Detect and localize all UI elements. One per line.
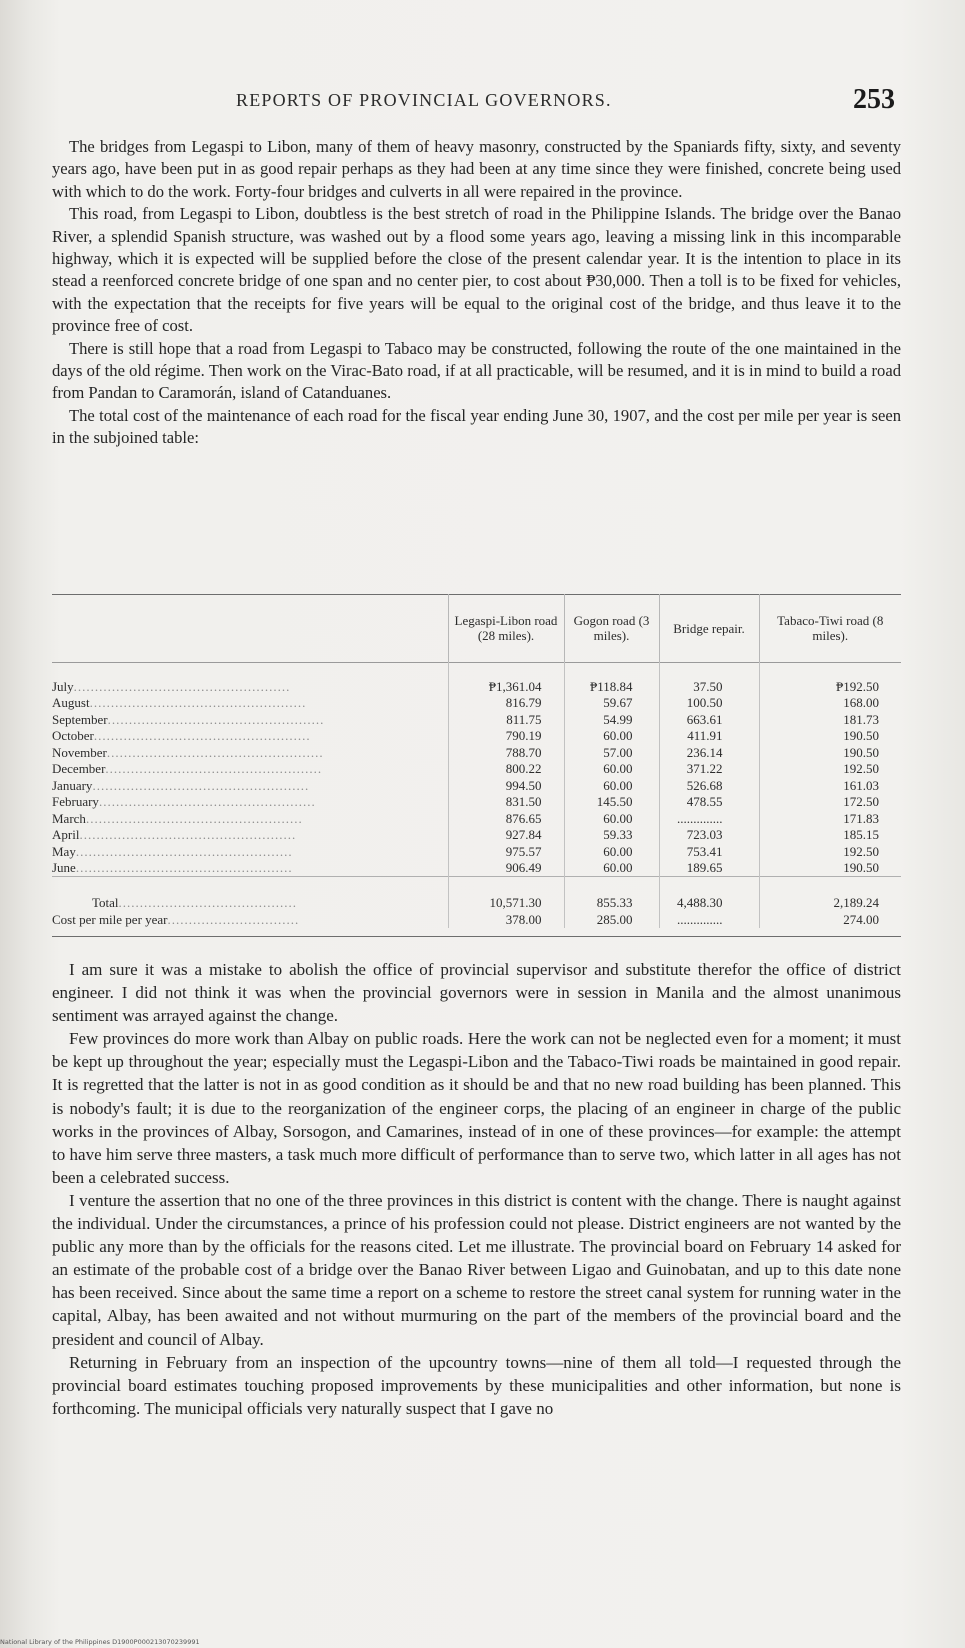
cell-legaspi-libon: 906.49: [448, 860, 564, 877]
cell-legaspi-libon: 378.00: [448, 912, 564, 929]
month-label: November: [52, 744, 107, 760]
column-header: Bridge repair.: [659, 594, 759, 662]
closing-text: [52, 958, 901, 1420]
row-label: June...................................................: [52, 860, 293, 875]
month-label: June: [52, 860, 76, 875]
cell-bridge-repair: 723.03: [659, 827, 759, 844]
cell-gogon: 285.00: [564, 912, 659, 929]
row-label: October...................................................: [52, 728, 311, 743]
cell-legaspi-libon: 831.50: [448, 794, 564, 811]
cell-bridge-repair: ..............: [659, 912, 759, 929]
cell-tabaco-tiwi: 2,189.24: [759, 893, 901, 912]
cell-gogon: 60.00: [564, 860, 659, 877]
cell-bridge-repair: 100.50: [659, 695, 759, 712]
month-label: April: [52, 827, 80, 842]
paragraph-assertion: I venture the assertion that no one of the three provinces in this district is content with the change. There is naught against the individual. Under the circumstances, a prince of his profession could not please. District engineers are not wanted by the public any more than by the officials for the reasons cited. Let me illustrate. The provincial board on February 14 asked for an estimate of the probable cost of a bridge over the Banao River between Ligao and Guinobatan, and up to this date none has been received. Since about the same time a report on a scheme to restore the street canal system for running water in the capital, Albay, has been awaited and not without murmuring on the part of the members of the provincial board and the president and council of Albay.: [52, 1190, 901, 1349]
maintenance-cost-table: [52, 594, 901, 938]
cell-tabaco-tiwi: 190.50: [759, 860, 901, 877]
cell-gogon: 59.33: [564, 827, 659, 844]
cell-legaspi-libon: 10,571.30: [448, 893, 564, 912]
running-title: REPORTS OF PROVINCIAL GOVERNORS.: [236, 90, 612, 110]
row-label: December...................................................: [52, 761, 323, 776]
cell-legaspi-libon: ₱1,361.04: [448, 679, 564, 696]
paragraph-bridges: The bridges from Legaspi to Libon, many of them of heavy masonry, constructed by the Spaniards fifty, sixty, and seventy years ago, have been put in as good repair perhaps as they had been at any time since they were finished, concrete being used with which to do the work. Forty-four bridges and culverts in all were repaired in the province.: [52, 137, 901, 201]
cell-bridge-repair: ..............: [659, 811, 759, 828]
row-label: July...................................................: [52, 678, 291, 694]
row-label: Total..........................................: [52, 893, 448, 912]
table-row: [52, 745, 901, 762]
cell-gogon: 855.33: [564, 893, 659, 912]
table-row: [52, 844, 901, 861]
intro-text: [52, 136, 901, 450]
column-header: Legaspi-Libon road (28 miles).: [448, 594, 564, 662]
month-label: September: [52, 711, 108, 727]
month-label: February: [52, 794, 99, 809]
row-label: November...................................................: [52, 744, 324, 760]
cell-tabaco-tiwi: 192.50: [759, 844, 901, 861]
cell-tabaco-tiwi: 161.03: [759, 778, 901, 795]
table-row: [52, 827, 901, 844]
cell-gogon: 60.00: [564, 844, 659, 861]
table-row: [52, 778, 901, 795]
cell-tabaco-tiwi: 185.15: [759, 827, 901, 844]
row-label: April...................................................: [52, 827, 297, 842]
cell-bridge-repair: 189.65: [659, 860, 759, 877]
month-label: May: [52, 843, 76, 859]
cell-legaspi-libon: 800.22: [448, 761, 564, 778]
cell-bridge-repair: 526.68: [659, 778, 759, 795]
table-row: [52, 695, 901, 712]
total-label: Total: [92, 895, 119, 910]
cell-tabaco-tiwi: ₱192.50: [759, 679, 901, 696]
cell-gogon: 60.00: [564, 778, 659, 795]
page-header: [0, 86, 965, 116]
cell-legaspi-libon: 816.79: [448, 695, 564, 712]
cell-gogon: 145.50: [564, 794, 659, 811]
table-row: [52, 728, 901, 745]
paragraph-returning: Returning in February from an inspection of the upcountry towns—nine of them all told—I requested through the provincial board estimates touching proposed improvements by these municipalities and other information, but none is forthcoming. The municipal officials very naturally suspect that I gave no: [52, 1352, 901, 1418]
month-label: January: [52, 777, 93, 793]
table-row: [52, 712, 901, 729]
cell-legaspi-libon: 790.19: [448, 728, 564, 745]
table-header-row: [52, 594, 901, 662]
table-row: [52, 761, 901, 778]
month-label: October: [52, 728, 94, 743]
cell-gogon: 60.00: [564, 761, 659, 778]
cell-bridge-repair: 371.22: [659, 761, 759, 778]
header-blank-cell: [52, 594, 448, 662]
table-spacer-row: [52, 877, 901, 894]
table-bottom-rule: [52, 936, 901, 937]
scan-credit: National Library of the Philippines D1900P000213070239991: [0, 1638, 200, 1646]
paragraph-legaspi-libon-road: This road, from Legaspi to Libon, doubtless is the best stretch of road in the Philippine Islands. The bridge over the Banao River, a splendid Spanish structure, was washed out by a flood some years ago, leaving a missing link in this incomparable highway, which it is expected will be supplied before the close of the present calendar year. It is the intention to place in its stead a reenforced concrete bridge of one span and no center pier, to cost about ₱30,000. Then a toll is to be fixed for vehicles, with the expectation that the receipts for five years will be equal to the original cost of the bridge, and thus leave it to the province free of cost.: [52, 204, 901, 336]
row-label: Cost per mile per year...............................: [52, 911, 300, 927]
cell-legaspi-libon: 876.65: [448, 811, 564, 828]
table-spacer-row: [52, 662, 901, 679]
table-row: [52, 811, 901, 828]
table-row: [52, 679, 901, 696]
table-cost-per-mile-row: [52, 912, 901, 929]
cell-bridge-repair: 663.61: [659, 712, 759, 729]
column-header: Tabaco-Tiwi road (8 miles).: [759, 594, 901, 662]
row-label: September...................................................: [52, 711, 325, 727]
cell-tabaco-tiwi: 190.50: [759, 745, 901, 762]
paragraph-table-intro: The total cost of the maintenance of each road for the fiscal year ending June 30, 1907, and the cost per mile per year is seen in the subjoined table:: [52, 405, 901, 448]
cell-bridge-repair: 478.55: [659, 794, 759, 811]
paragraph-legaspi-tabaco-road: There is still hope that a road from Legaspi to Tabaco may be constructed, following the route of the one maintained in the days of the old régime. Then work on the Virac-Bato road, if at all practicable, will be resumed, and it is in mind to build a road from Pandan to Caramorán, island of Catanduanes.: [52, 338, 901, 403]
row-label: February...................................................: [52, 794, 316, 809]
cell-legaspi-libon: 994.50: [448, 778, 564, 795]
cell-bridge-repair: 236.14: [659, 745, 759, 762]
month-label: August: [52, 695, 90, 710]
month-label: December: [52, 761, 106, 776]
cell-bridge-repair: 37.50: [659, 679, 759, 696]
cell-tabaco-tiwi: 172.50: [759, 794, 901, 811]
table-row: [52, 794, 901, 811]
cell-legaspi-libon: 811.75: [448, 712, 564, 729]
maintenance-table: [52, 594, 901, 928]
cell-gogon: 59.67: [564, 695, 659, 712]
cell-gogon: ₱118.84: [564, 679, 659, 696]
cell-tabaco-tiwi: 190.50: [759, 728, 901, 745]
column-header: Gogon road (3 miles).: [564, 594, 659, 662]
cell-bridge-repair: 4,488.30: [659, 893, 759, 912]
table-row: [52, 860, 901, 877]
cell-tabaco-tiwi: 181.73: [759, 712, 901, 729]
row-label: March...................................................: [52, 810, 303, 826]
row-label: January...................................................: [52, 777, 310, 793]
cell-gogon: 60.00: [564, 728, 659, 745]
row-label: May...................................................: [52, 843, 293, 859]
cell-tabaco-tiwi: 171.83: [759, 811, 901, 828]
cell-tabaco-tiwi: 274.00: [759, 912, 901, 929]
cell-legaspi-libon: 927.84: [448, 827, 564, 844]
table-total-row: [52, 893, 901, 912]
cell-gogon: 57.00: [564, 745, 659, 762]
cell-legaspi-libon: 975.57: [448, 844, 564, 861]
month-label: July: [52, 678, 74, 694]
cell-gogon: 60.00: [564, 811, 659, 828]
paragraph-public-roads: Few provinces do more work than Albay on public roads. Here the work can not be neglected even for a moment; it must be kept up throughout the year; especially must the Legaspi-Libon and the Tabaco-Tiwi roads be maintained in good repair. It is regretted that the latter is not in as good condition as it should be and that no new road building has been planned. This is nobody's fault; it is due to the reorganization of the engineer corps, the placing of an engineer in charge of the public works in the provinces of Albay, Sorsogon, and Camarines, instead of in one of these provinces—for example: the attempt to have him serve three masters, a task much more difficult of performance than to serve two, which latter in all ages has not been a celebrated success.: [52, 1029, 901, 1187]
cell-tabaco-tiwi: 192.50: [759, 761, 901, 778]
paragraph-district-engineer: I am sure it was a mistake to abolish the office of provincial supervisor and substitute therefor the office of district engineer. I did not think it was when the provincial governors were in session in Manila and the almost unanimous sentiment was arrayed against the change.: [52, 960, 901, 1026]
cell-legaspi-libon: 788.70: [448, 745, 564, 762]
page-number: 253: [853, 84, 895, 115]
cost-per-mile-label: Cost per mile per year: [52, 911, 168, 927]
month-label: March: [52, 810, 86, 826]
row-label: August...................................................: [52, 695, 307, 710]
cell-tabaco-tiwi: 168.00: [759, 695, 901, 712]
cell-bridge-repair: 411.91: [659, 728, 759, 745]
cell-bridge-repair: 753.41: [659, 844, 759, 861]
cell-gogon: 54.99: [564, 712, 659, 729]
